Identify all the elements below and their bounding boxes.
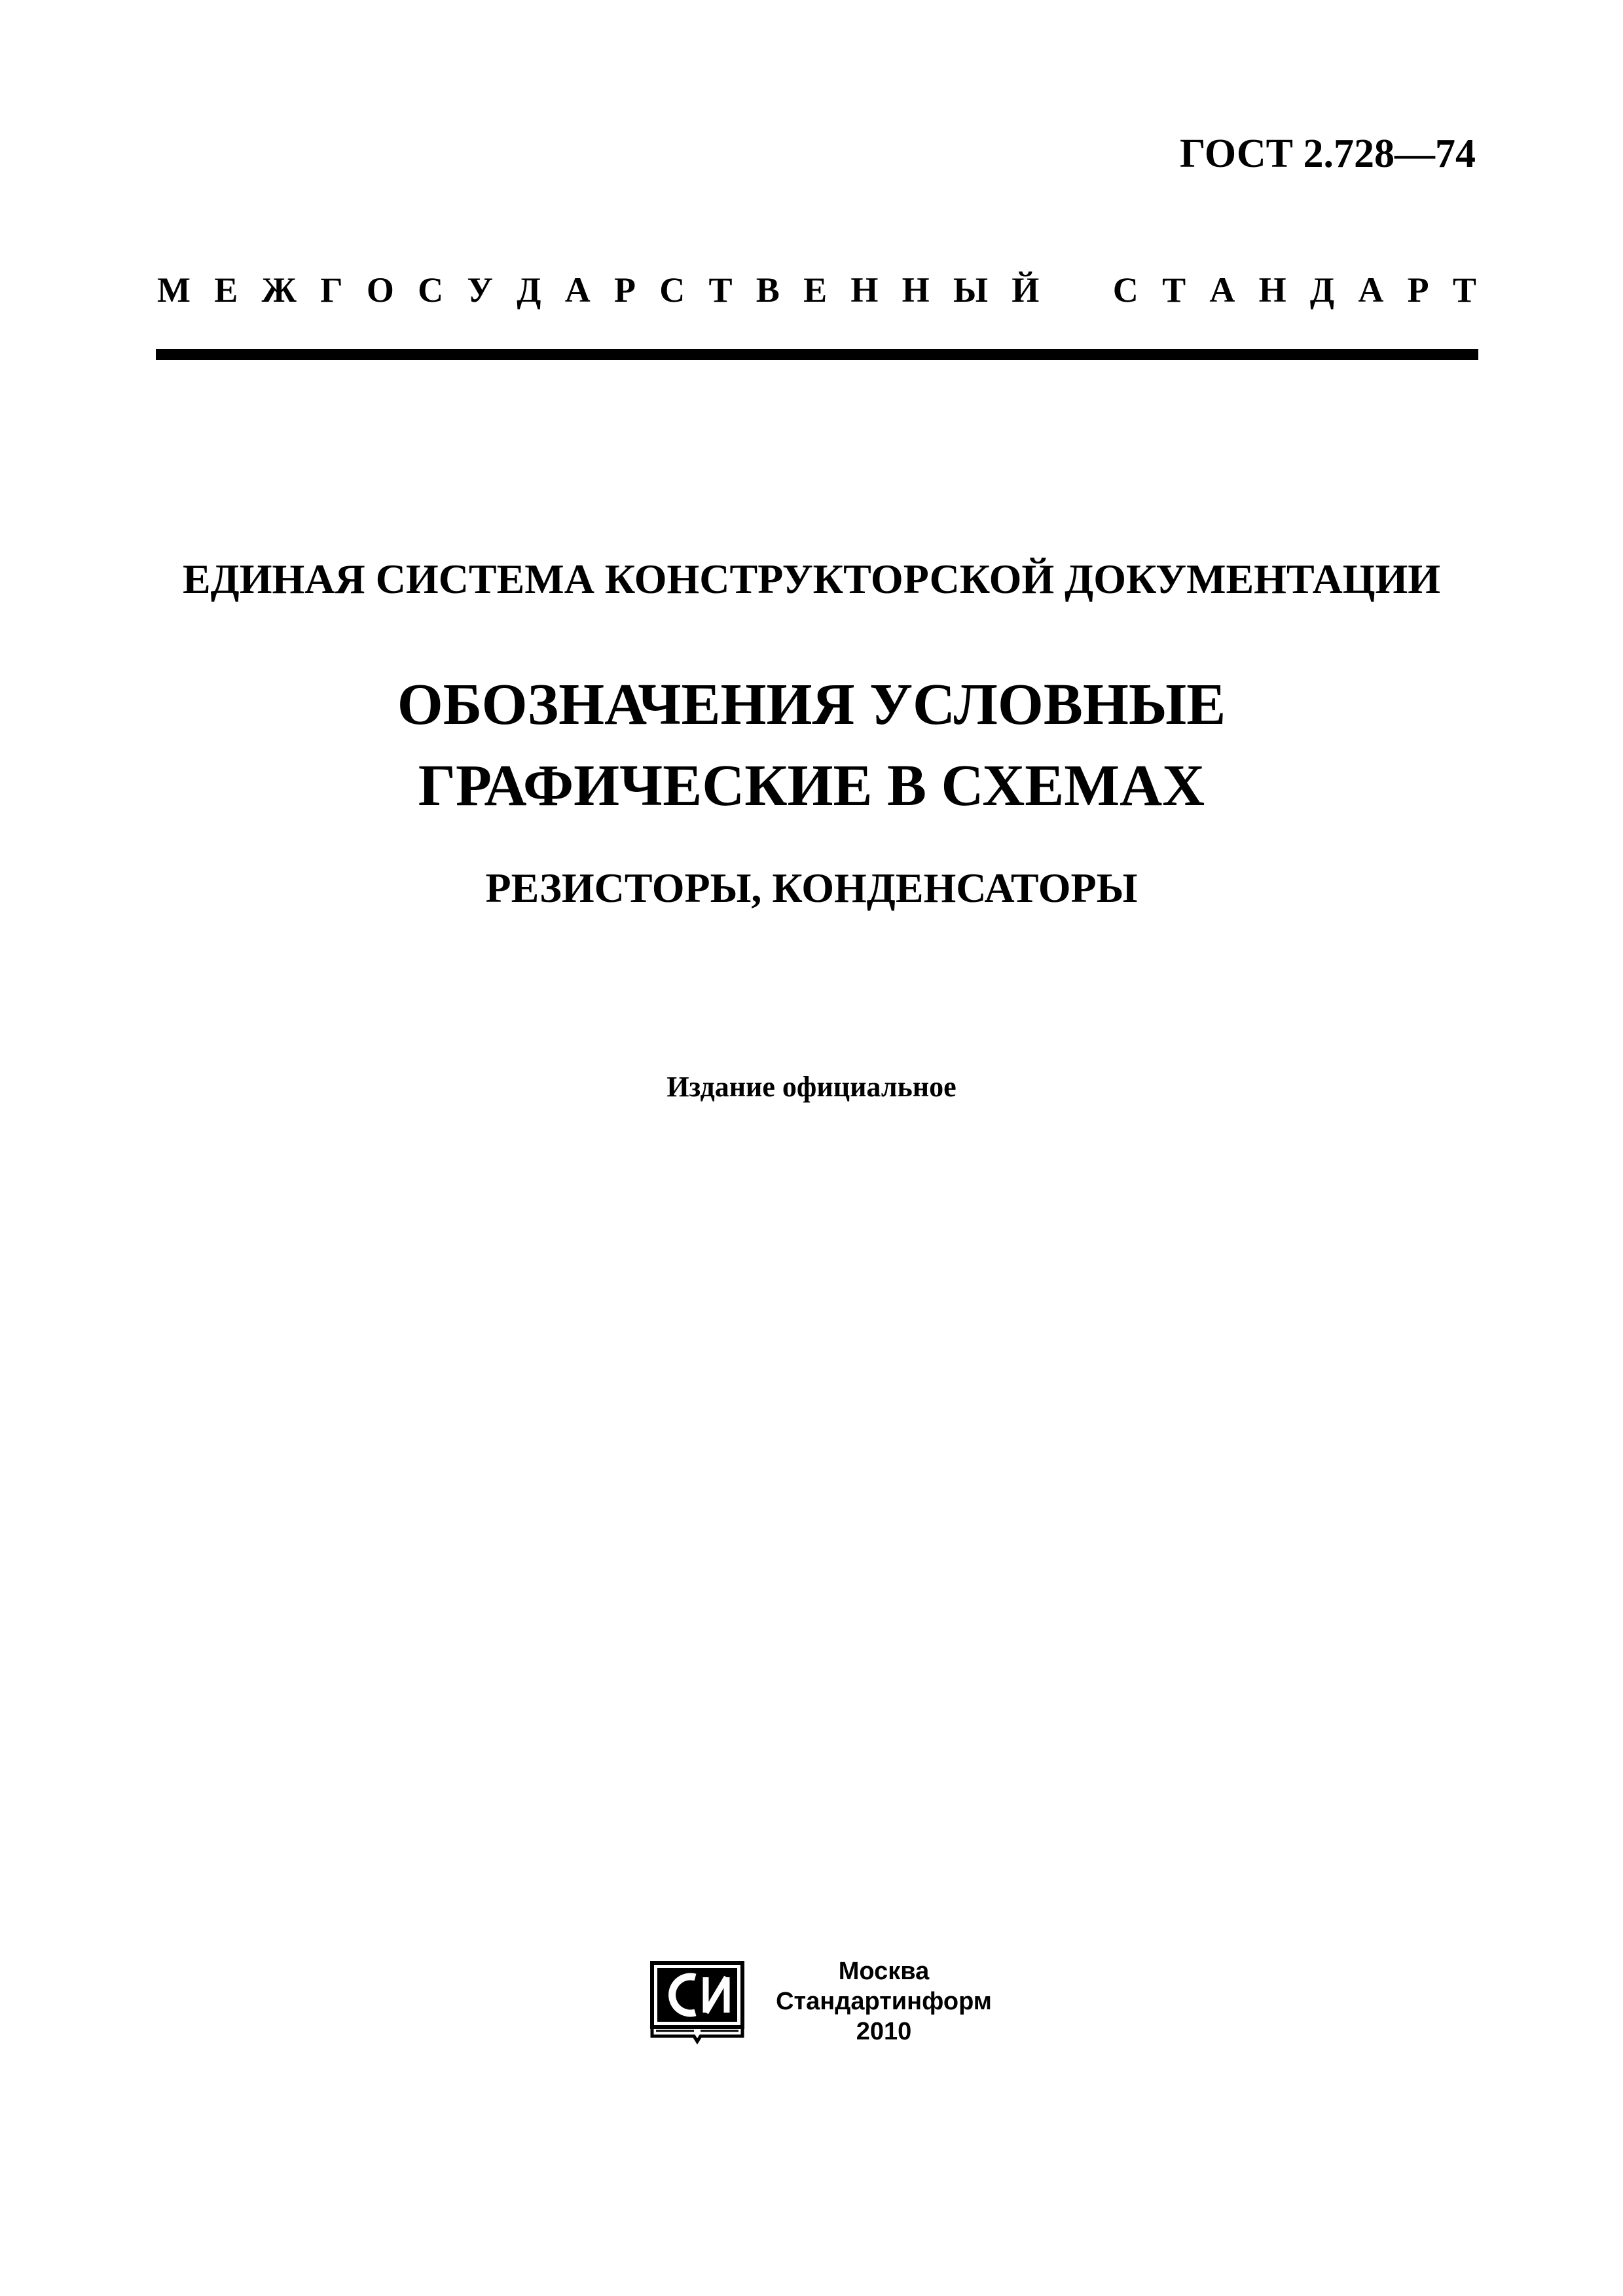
standard-type-letter: Н — [850, 270, 879, 310]
publisher-text — [759, 1956, 1008, 2047]
standard-type-letter: Д — [1309, 270, 1335, 310]
standard-type-letter: А — [564, 270, 591, 310]
standard-type-letter: Н — [902, 270, 930, 310]
standard-type-letter: Т — [1452, 270, 1476, 310]
header-rule — [156, 349, 1478, 360]
publisher-block — [648, 1954, 1015, 2045]
standard-type-letter: Р — [613, 270, 636, 310]
word-gap — [1063, 270, 1089, 310]
standard-type-letter: Г — [320, 270, 343, 310]
standard-type-letter: Д — [517, 270, 541, 310]
standard-type-letter: В — [756, 270, 780, 310]
standard-type-letter: Й — [1012, 270, 1040, 310]
publisher-city: Москва — [838, 1958, 930, 1985]
publisher-name: Стандартинформ — [776, 1988, 992, 2015]
standard-type-letter: Н — [1258, 270, 1286, 310]
standard-type-letter: С — [1112, 270, 1139, 310]
standard-type-letter: Т — [708, 270, 733, 310]
system-title: ЕДИНАЯ СИСТЕМА КОНСТРУКТОРСКОЙ ДОКУМЕНТАЦИИ — [182, 556, 1441, 602]
standard-type-letter: А — [1209, 270, 1235, 310]
main-title — [0, 664, 1623, 827]
main-title-line-1: ОБОЗНАЧЕНИЯ УСЛОВНЫЕ — [397, 672, 1226, 737]
publication-year: 2010 — [856, 2018, 912, 2045]
standard-type-letter: У — [467, 270, 494, 310]
subtitle: РЕЗИСТОРЫ, КОНДЕНСАТОРЫ — [485, 865, 1138, 911]
standard-type-letter: Р — [1407, 270, 1429, 310]
standard-type-letter: М — [157, 270, 191, 310]
document-number: ГОСТ 2.728—74 — [1179, 132, 1476, 176]
standartinform-logo-icon — [648, 1954, 746, 2045]
edition-note: Издание официальное — [666, 1071, 957, 1103]
standard-type-letter: Ж — [261, 270, 297, 310]
standard-type-letter: Е — [803, 270, 828, 310]
main-title-line-2: ГРАФИЧЕСКИЕ В СХЕМАХ — [418, 753, 1205, 818]
standard-type-letter: Т — [1162, 270, 1186, 310]
standard-type-letter: С — [659, 270, 685, 310]
standard-type-letter: Е — [214, 270, 238, 310]
standard-type-letter: Ы — [953, 270, 988, 310]
standard-type-heading — [157, 270, 1476, 310]
standard-type-letter: А — [1358, 270, 1384, 310]
standard-type-letter: О — [366, 270, 394, 310]
standard-type-letter: С — [418, 270, 444, 310]
